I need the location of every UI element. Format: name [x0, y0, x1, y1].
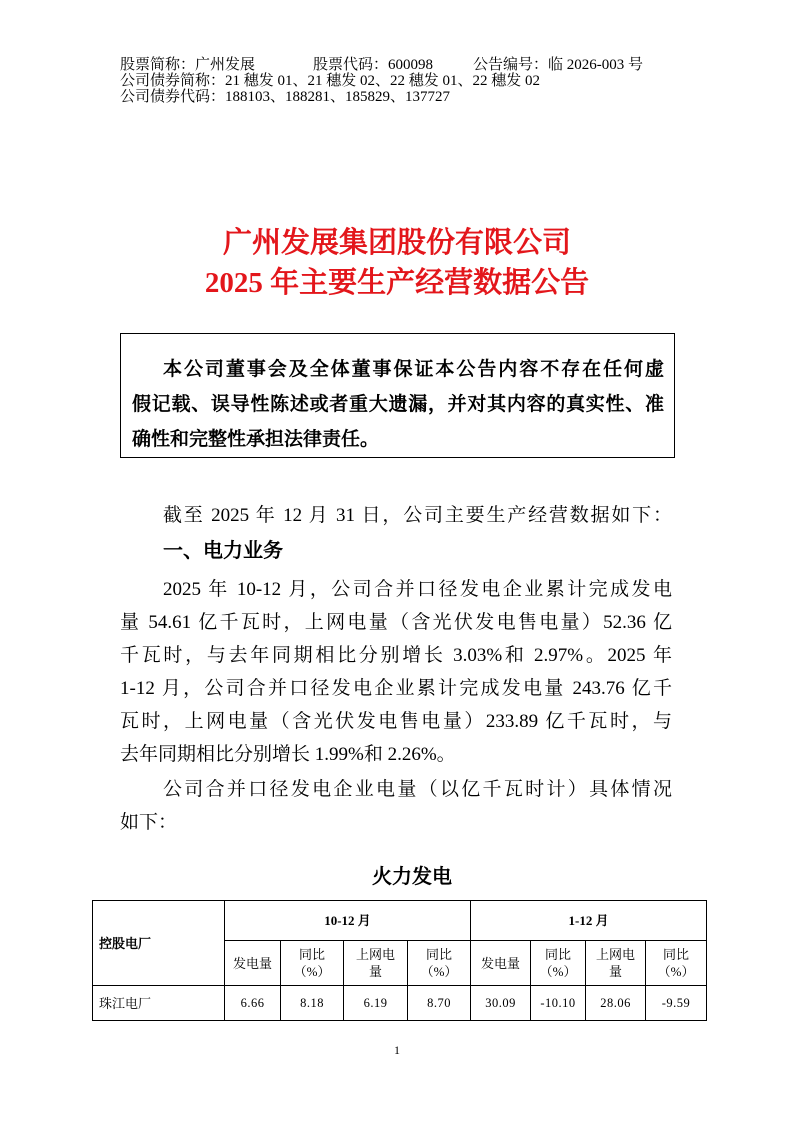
period-q4-header: 10-12 月	[225, 901, 471, 941]
paragraph-line: 千瓦时，与去年同期相比分别增长 3.03%和 2.97%。2025 年	[120, 645, 672, 666]
value-cell: 6.66	[225, 986, 281, 1021]
table-row	[93, 986, 707, 1021]
thermal-power-table	[92, 900, 707, 1021]
period-full-year-header: 1-12 月	[471, 901, 707, 941]
paragraph-line: 去年同期相比分别增长 1.99%和 2.26%。	[120, 744, 456, 765]
subheader-generation: 发电量	[471, 941, 531, 986]
subheader-generation: 发电量	[225, 941, 281, 986]
subheader-yoy: 同比 （%）	[281, 941, 344, 986]
title-subject: 2025 年主要生产经营数据公告	[204, 267, 590, 299]
value-cell: 30.09	[471, 986, 531, 1021]
paragraph-line: 2025 年 10-12 月，公司合并口径发电企业累计完成发电	[163, 579, 672, 600]
paragraph-line: 量 54.61 亿千瓦时，上网电量（含光伏发电售电量）52.36 亿	[120, 612, 672, 633]
section-heading: 一、电力业务	[163, 540, 283, 562]
value-cell: 28.06	[586, 986, 646, 1021]
plant-column-header: 控股电厂	[93, 901, 225, 986]
subheader-yoy: 同比 （%）	[646, 941, 707, 986]
table-header-row	[93, 901, 707, 941]
disclaimer-line: 假记载、误导性陈述或者重大遗漏，并对其内容的真实性、准	[132, 394, 664, 415]
paragraph-line: 公司合并口径发电企业电量（以亿千瓦时计）具体情况	[163, 779, 672, 800]
disclaimer-line: 本公司董事会及全体董事保证本公告内容不存在任何虚	[163, 359, 664, 380]
subheader-yoy: 同比 （%）	[531, 941, 586, 986]
title-company: 广州发展集团股份有限公司	[222, 227, 571, 259]
bond-codes: 公司债券代码：188103、188281、185829、137727	[120, 89, 451, 105]
paragraph-line: 瓦时，上网电量（含光伏发电售电量）233.89 亿千瓦时，与	[120, 711, 672, 732]
table-title: 火力发电	[372, 866, 452, 888]
disclaimer-line: 确性和完整性承担法律责任。	[132, 429, 380, 450]
value-cell: 6.19	[344, 986, 408, 1021]
paragraph-line: 1-12 月，公司合并口径发电企业累计完成发电量 243.76 亿千	[120, 678, 672, 699]
subheader-grid-supply: 上网电 量	[344, 941, 408, 986]
bond-abbreviations: 公司债券简称：21 穗发 01、21 穗发 02、22 穗发 01、22 穗发 02	[120, 73, 541, 89]
stock-code: 股票代码：600098	[313, 57, 434, 73]
subheader-yoy: 同比 （%）	[408, 941, 471, 986]
paragraph-line: 如下：	[120, 812, 178, 833]
value-cell: 8.18	[281, 986, 344, 1021]
notice-number: 公告编号：临 2026-003 号	[473, 57, 643, 73]
page-number: 1	[394, 1043, 400, 1057]
value-cell: 8.70	[408, 986, 471, 1021]
intro-paragraph: 截至 2025 年 12 月 31 日，公司主要生产经营数据如下：	[163, 505, 672, 526]
stock-abbreviation: 股票简称：广州发展	[120, 57, 256, 73]
value-cell: -10.10	[531, 986, 586, 1021]
value-cell: -9.59	[646, 986, 707, 1021]
plant-name-cell: 珠江电厂	[93, 986, 225, 1021]
subheader-grid-supply: 上网电 量	[586, 941, 646, 986]
